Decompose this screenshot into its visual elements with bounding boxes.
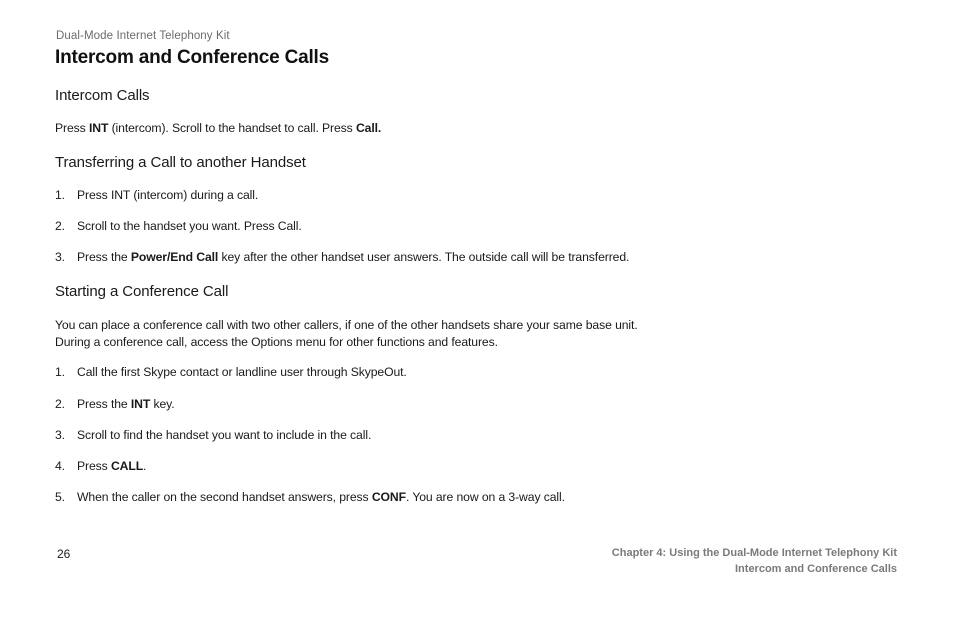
conference-heading: Starting a Conference Call <box>55 283 229 300</box>
transfer-step: 2. Scroll to the handset you want. Press Call. <box>55 219 302 233</box>
page-number: 26 <box>57 547 71 561</box>
intercom-instructions: Press INT (intercom). Scroll to the handset to call. Press Call. <box>55 121 382 135</box>
int-key-label: INT <box>88 121 109 135</box>
conference-intro-line-1: You can place a conference call with two other callers, if one of the other handsets share your same base unit. <box>55 318 638 332</box>
conference-step: 3. Scroll to find the handset you want to include in the call. <box>55 428 372 442</box>
conference-step: 1. Call the first Skype contact or landline user through SkypeOut. <box>55 365 407 379</box>
transfer-step: 1. Press INT (intercom) during a call. <box>55 188 259 202</box>
conference-step: 2. Press the INT key. <box>55 397 175 411</box>
transfer-step: 3. Press the Power/End Call key after the other handset user answers. The outside call will be transferred. <box>55 250 630 264</box>
running-header: Dual-Mode Internet Telephony Kit <box>56 30 230 42</box>
conference-step: 5. When the caller on the second handset answers, press CONF. You are now on a 3-way call. <box>55 490 565 504</box>
footer-section: Intercom and Conference Calls <box>735 563 897 575</box>
conference-step: 4. Press CALL. <box>55 459 147 473</box>
call-key-label: Call. <box>355 121 382 135</box>
conference-intro-line-2: During a conference call, access the Options menu for other functions and features. <box>55 335 498 349</box>
intercom-calls-heading: Intercom Calls <box>55 87 150 104</box>
page-title: Intercom and Conference Calls <box>55 47 329 68</box>
footer-chapter: Chapter 4: Using the Dual-Mode Internet Telephony Kit <box>611 547 897 559</box>
transfer-heading: Transferring a Call to another Handset <box>55 154 306 171</box>
